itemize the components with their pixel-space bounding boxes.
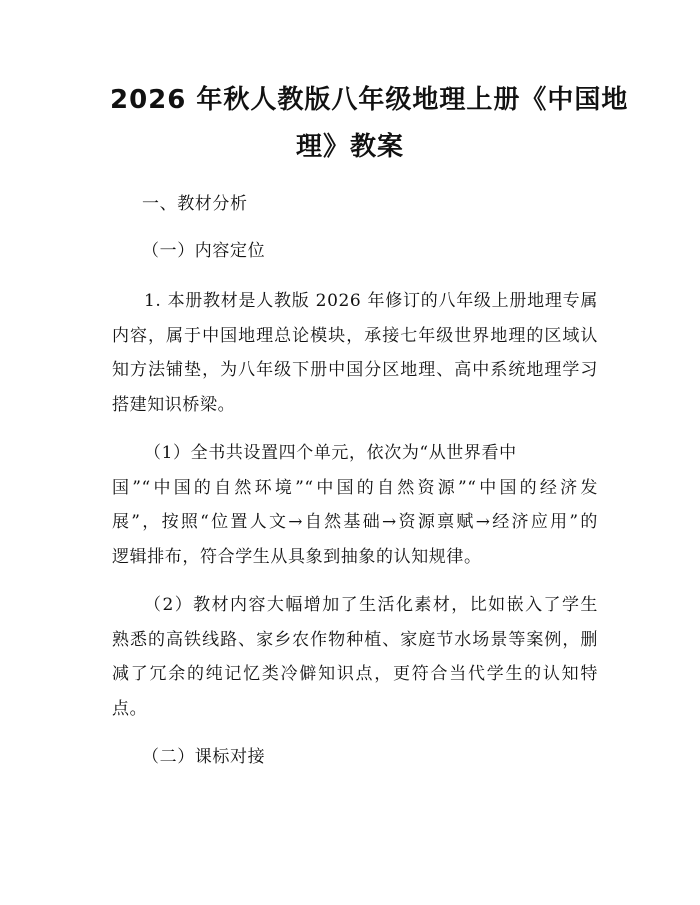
subsection-heading-content-positioning: （一）内容定位 — [142, 241, 266, 261]
paragraph-1-line: 1. 本册教材是人教版 2026 年修订的八年级上册地理专属 — [144, 291, 598, 311]
paragraph-2-line: 逻辑排布，符合学生从具象到抽象的认知规律。 — [112, 547, 482, 567]
paragraph-2-line: 国”“中国的自然环境”“中国的自然资源”“中国的经济发 — [112, 478, 598, 498]
document-title-line-2: 理》教案 — [295, 132, 404, 162]
paragraph-3-line: 减了冗余的纯记忆类冷僻知识点，更符合当代学生的认知特 — [112, 664, 598, 684]
subsection-heading-curriculum-alignment: （二）课标对接 — [142, 747, 266, 767]
paragraph-2-line: （1）全书共设置四个单元，依次为“从世界看中 — [144, 443, 517, 463]
paragraph-1-line: 搭建知识桥梁。 — [112, 395, 236, 415]
paragraph-3-line: （2）教材内容大幅增加了生活化素材，比如嵌入了学生 — [144, 595, 598, 615]
paragraph-1-line: 内容，属于中国地理总论模块，承接七年级世界地理的区域认 — [112, 326, 598, 346]
document-title-line-1: 2026 年秋人教版八年级地理上册《中国地 — [110, 85, 629, 115]
paragraph-3-line: 熟悉的高铁线路、家乡农作物种植、家庭节水场景等案例，删 — [112, 630, 598, 650]
section-heading-textbook-analysis: 一、教材分析 — [142, 194, 248, 214]
paragraph-1-line: 知方法铺垫，为八年级下册中国分区地理、高中系统地理学习 — [112, 360, 598, 380]
paragraph-3-line: 点。 — [112, 699, 148, 719]
paragraph-2-line: 展”，按照“位置人文→自然基础→资源禀赋→经济应用”的 — [112, 512, 598, 532]
